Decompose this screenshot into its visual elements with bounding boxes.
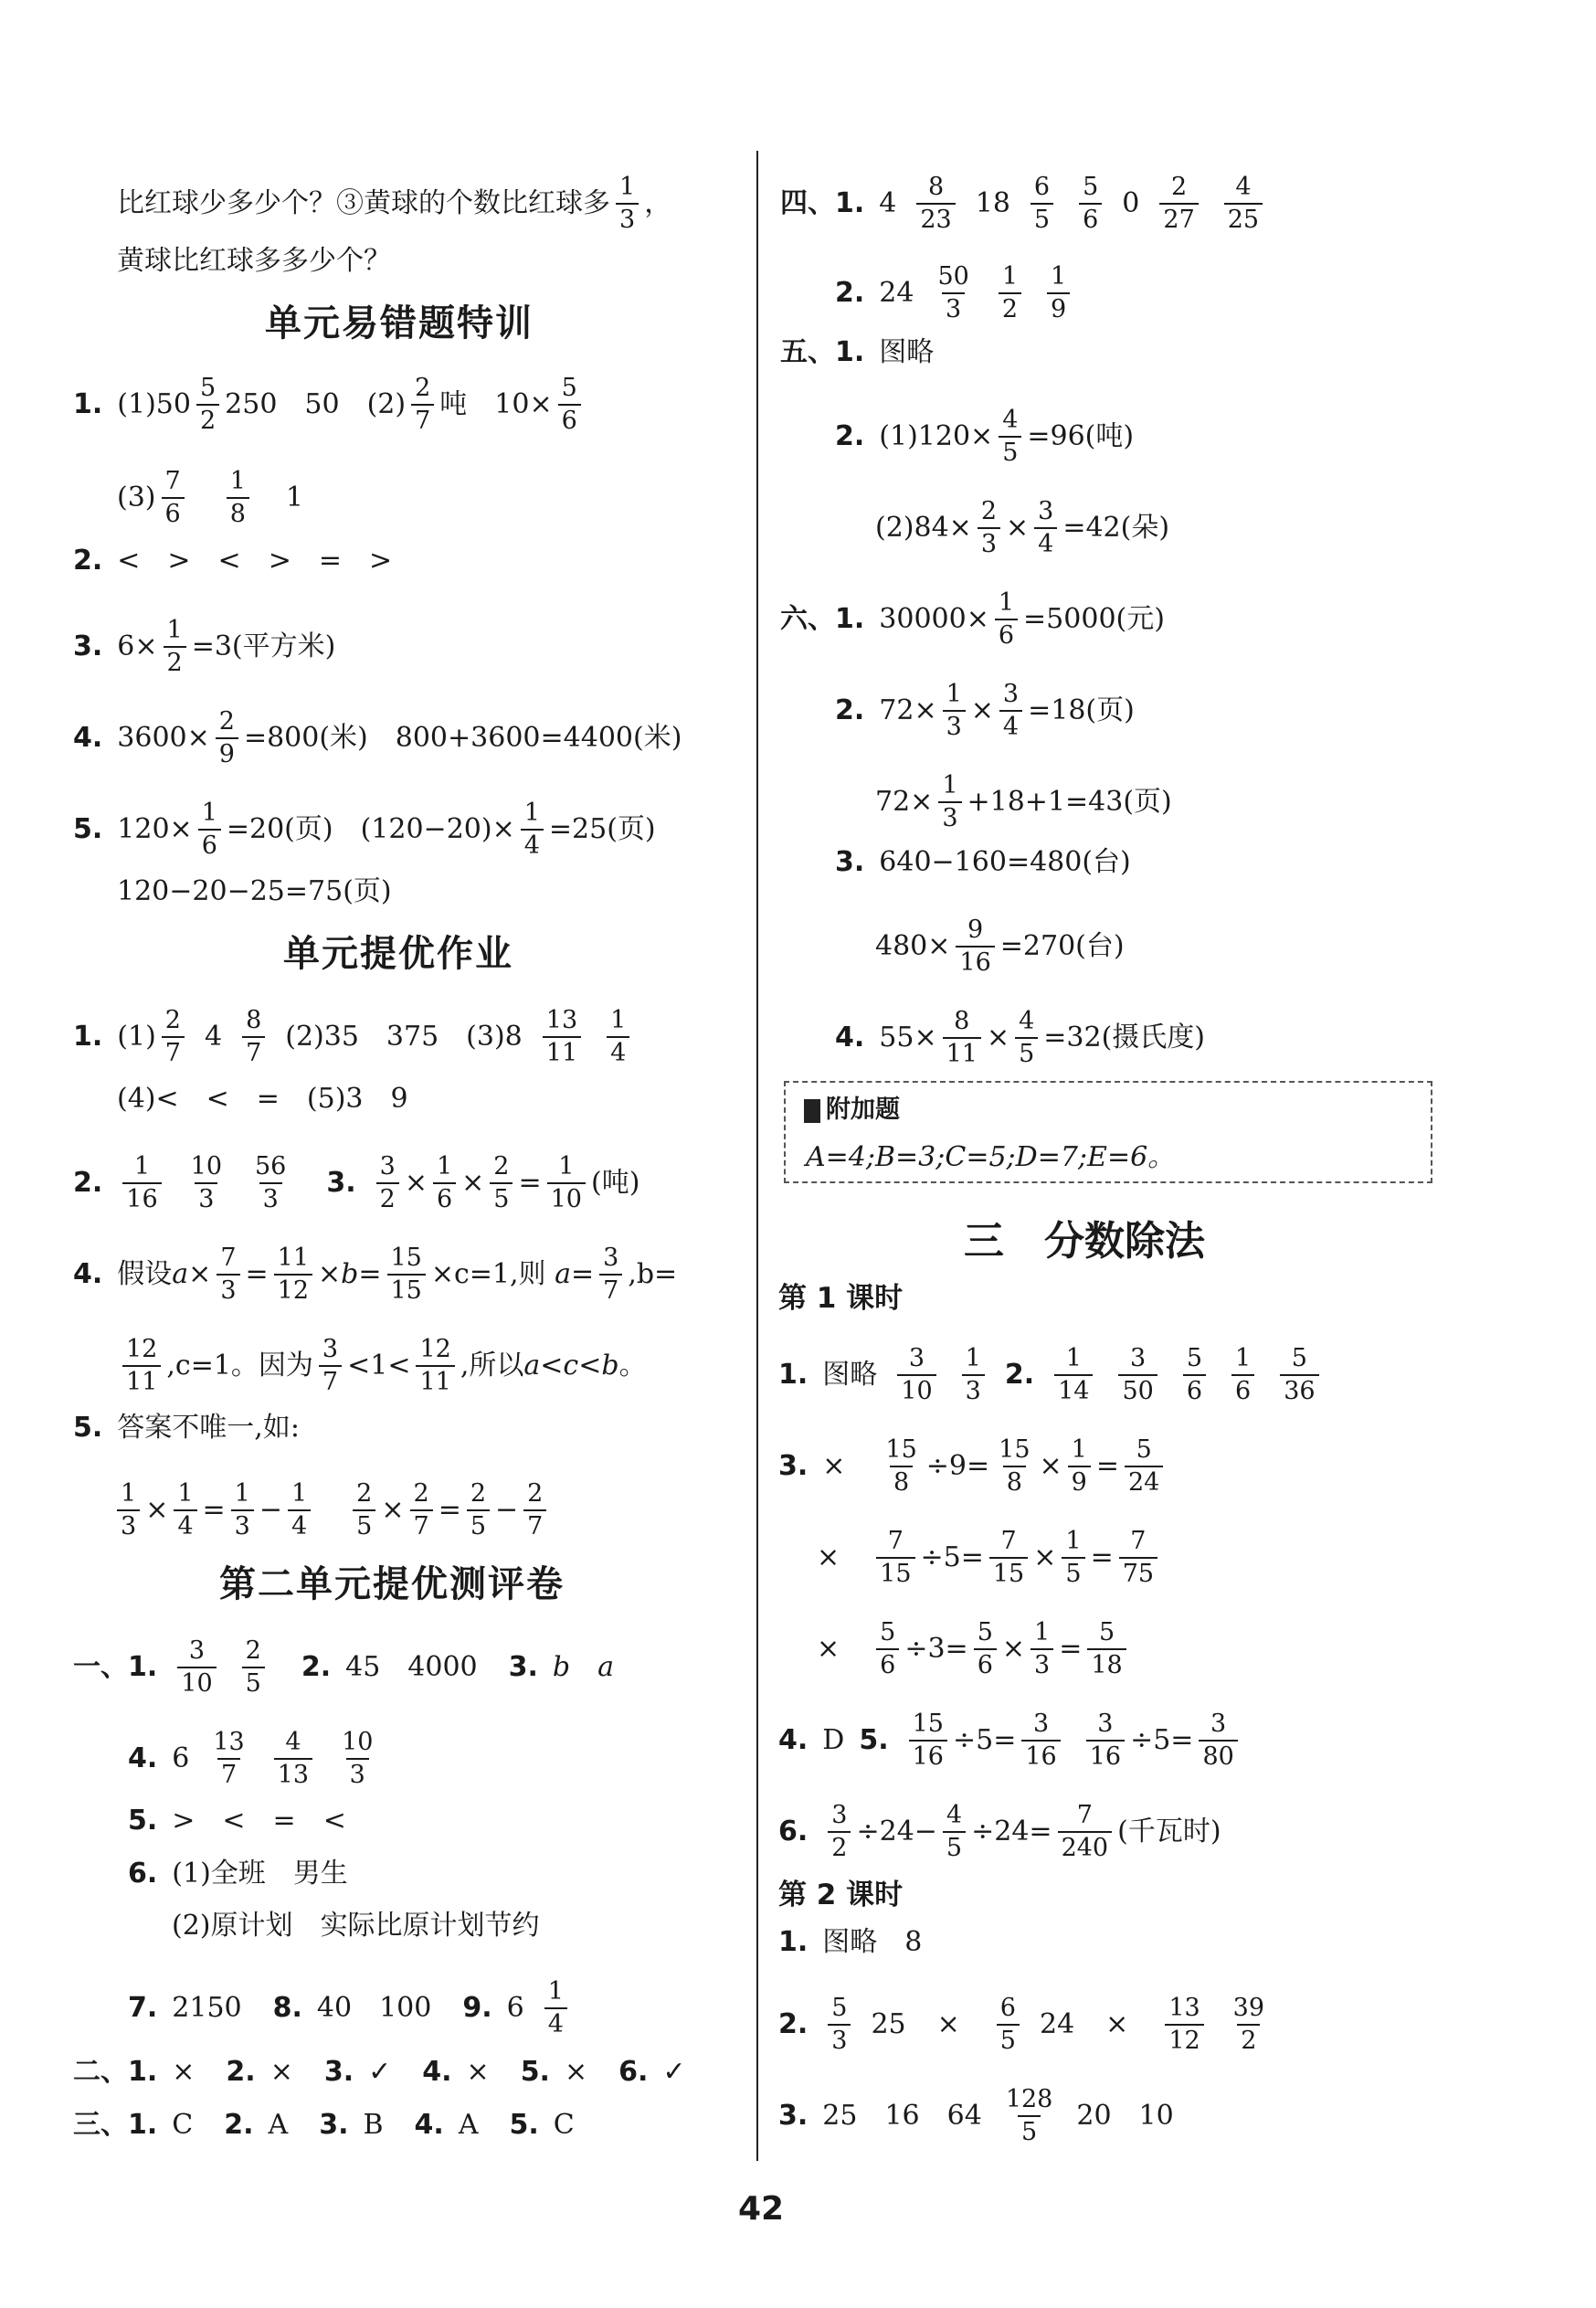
fraction: $\frac{4}{5}$ [943, 1802, 966, 1862]
section-heading-errors: 单元易错题特训 [265, 302, 534, 344]
fraction: $\frac{1}{16}$ [122, 1153, 161, 1213]
fraction: $\frac{1}{6}$ [995, 589, 1018, 650]
fraction: $\frac{1}{6}$ [433, 1153, 456, 1213]
extra-question-title: 附加题 [797, 1089, 900, 1125]
answer-row: 五、1. 图略 [780, 336, 935, 368]
fraction: $\frac{7}{6}$ [162, 468, 185, 528]
answer-row: 1. (1) $\frac{2}{7}$ 4 $\frac{8}{7}$ (2)35 375 (3)8 $\frac{13}{11}$ $\frac{1}{4}$ [73, 1007, 635, 1067]
fraction: $\frac{2}{7}$ [523, 1480, 546, 1540]
fraction: $\frac{3}{7}$ [599, 1244, 622, 1305]
fraction: $\frac{5}{6}$ [1079, 174, 1102, 234]
answer-row: (2)84× $\frac{2}{3}$ × $\frac{3}{4}$ =42(朵) [875, 497, 1170, 558]
answer-row: 4. 3600× $\frac{2}{9}$ =800(米) 800+3600=4400(米) [73, 707, 682, 768]
fraction: $\frac{1}{4}$ [521, 799, 544, 860]
fraction: $\frac{13}{11}$ [543, 1007, 581, 1067]
fraction: $\frac{7}{15}$ [876, 1528, 914, 1588]
fraction: $\frac{5}{6}$ [974, 1619, 997, 1679]
answer-row: 4. 6 $\frac{13}{7}$ $\frac{4}{13}$ $\frac{10}{3}$ [128, 1729, 382, 1789]
fraction: $\frac{5}{6}$ [558, 375, 581, 435]
fraction: $\frac{2}{27}$ [1159, 174, 1198, 234]
answer-row: 7. 2150 8. 40 100 9. 6 $\frac{1}{4}$ [128, 1978, 573, 2038]
fraction: $\frac{50}{3}$ [937, 262, 969, 323]
answer-row: 4. 55× $\frac{8}{11}$ × $\frac{4}{5}$ =32(摄氏度) [835, 1007, 1205, 1068]
fraction: $\frac{10}{3}$ [190, 1152, 222, 1213]
intro-line-1: 比红球少多少个？③黄球的个数比红球多 $\frac{1}{3}$ ， [117, 173, 672, 234]
answer-row: 2. $\frac{5}{3}$ 25 × $\frac{6}{5}$ 24 × $\frac{13}{12}$ $\frac{39}{2}$ [778, 1995, 1274, 2055]
fraction: $\frac{1}{2}$ [164, 617, 186, 677]
fraction: $\frac{15}{8}$ [999, 1435, 1031, 1497]
fraction: $\frac{5}{36}$ [1280, 1345, 1318, 1405]
answer-row: 5. 120× $\frac{1}{6}$ =20(页) (120−20)× $\frac{1}{4}$ =25(页) [73, 799, 656, 860]
answer-row: 3. × $\frac{15}{8}$ ÷9= $\frac{15}{8}$ × $\frac{1}{9}$ = $\frac{5}{24}$ [778, 1436, 1168, 1497]
fraction: $\frac{5}{3}$ [828, 1995, 851, 2055]
fraction: $\frac{3}{10}$ [177, 1637, 216, 1698]
answer-row: 2. $\frac{1}{16}$ $\frac{10}{3}$ $\frac{56}{3}$ 3. $\frac{3}{2}$ × $\frac{1}{6}$ × $\frac{2}{5}$ = $\frac{1}{10}$ (吨) [73, 1152, 640, 1213]
answer-row: 4. D 5. $\frac{15}{16}$ ÷5= $\frac{3}{16}$ $\frac{3}{16}$ ÷5= $\frac{3}{80}$ [778, 1710, 1243, 1771]
fraction: $\frac{3}{50}$ [1118, 1345, 1157, 1405]
fraction: $\frac{1}{2}$ [999, 263, 1021, 323]
fraction: $\frac{1}{3}$ [231, 1480, 254, 1540]
fraction: $\frac{3}{2}$ [376, 1153, 399, 1213]
fraction: $\frac{1}{3}$ [943, 681, 966, 741]
answer-row: 2. (1)120× $\frac{4}{5}$ =96(吨) [835, 406, 1135, 467]
fraction: $\frac{5}{18}$ [1087, 1619, 1126, 1679]
fraction: $\frac{3}{16}$ [1021, 1710, 1060, 1771]
fraction: $\frac{1}{3}$ [616, 174, 639, 234]
answer-row: 6. $\frac{3}{2}$ ÷24− $\frac{4}{5}$ ÷24= $\frac{7}{240}$ (千瓦时) [778, 1801, 1221, 1862]
fraction: $\frac{1}{6}$ [1231, 1345, 1254, 1405]
fraction: $\frac{128}{5}$ [1005, 2085, 1053, 2146]
answer-row: 1. (1)50 $\frac{5}{2}$ 250 50 (2) $\frac{2}{7}$ 吨 10× $\frac{5}{6}$ [73, 375, 587, 435]
fraction: $\frac{2}{3}$ [978, 498, 1000, 558]
flag-icon [797, 1099, 820, 1123]
answer-row: 120−20−25=75(页) [117, 875, 392, 907]
fraction: $\frac{8}{23}$ [916, 174, 955, 234]
section-heading-unit-test: 第二单元提优测评卷 [219, 1563, 565, 1605]
fraction: $\frac{15}{16}$ [909, 1710, 947, 1771]
answer-row: 二、1. × 2. × 3. ✓ 4. × 5. × 6. ✓ [73, 2056, 686, 2088]
fraction: $\frac{3}{7}$ [319, 1336, 342, 1396]
answer-row: 2. 72× $\frac{1}{3}$ × $\frac{3}{4}$ =18(页) [835, 680, 1135, 741]
fraction: $\frac{8}{11}$ [943, 1008, 981, 1068]
fraction: $\frac{2}{5}$ [353, 1480, 375, 1540]
fraction: $\frac{1}{4}$ [174, 1480, 196, 1540]
fraction: $\frac{12}{11}$ [416, 1336, 454, 1396]
fraction: $\frac{1}{3}$ [962, 1345, 985, 1405]
answer-row: 三、1. C 2. A 3. B 4. A 5. C [73, 2109, 575, 2141]
fraction: $\frac{8}{7}$ [242, 1007, 265, 1067]
fraction: $\frac{5}{6}$ [876, 1619, 899, 1679]
fraction: $\frac{6}{5}$ [1031, 174, 1053, 234]
answer-row: 5. 答案不唯一,如: [73, 1412, 300, 1444]
answer-row: 1. 图略 8 [778, 1926, 923, 1958]
unit-title: 三 分数除法 [964, 1218, 1205, 1265]
fraction: $\frac{6}{5}$ [997, 1995, 1020, 2055]
answer-row: 2. < > < > = > [73, 545, 393, 577]
fraction: $\frac{4}{5}$ [1015, 1008, 1038, 1068]
fraction: $\frac{13}{12}$ [1165, 1995, 1203, 2055]
page-number: 42 [738, 2190, 785, 2228]
answer-row: 3. 25 16 64 $\frac{128}{5}$ 20 10 [778, 2085, 1174, 2146]
fraction: $\frac{3}{80}$ [1199, 1710, 1237, 1771]
answer-row: 3. 6× $\frac{1}{2}$ =3(平方米) [73, 616, 336, 677]
fraction: $\frac{4}{5}$ [999, 407, 1021, 467]
fraction: $\frac{56}{3}$ [255, 1152, 287, 1213]
fraction: $\frac{15}{15}$ [387, 1244, 426, 1305]
fraction: $\frac{1}{9}$ [1068, 1436, 1091, 1497]
fraction: $\frac{3}{4}$ [999, 681, 1022, 741]
answer-row: 4. 假设a× $\frac{7}{3}$ = $\frac{11}{12}$ ×b= $\frac{15}{15}$ ×c=1,则 a= $\frac{3}{7}$ ,b= [73, 1244, 678, 1305]
fraction: $\frac{2}{7}$ [411, 375, 434, 435]
fraction: $\frac{1}{6}$ [198, 799, 221, 860]
fraction: $\frac{11}{12}$ [274, 1244, 312, 1305]
answer-row: (3) $\frac{7}{6}$ $\frac{1}{8}$ 1 [117, 467, 303, 528]
fraction: $\frac{39}{2}$ [1232, 1994, 1265, 2055]
fraction: $\frac{1}{4}$ [544, 1978, 567, 2038]
fraction: $\frac{2}{7}$ [410, 1480, 433, 1540]
answer-row: (2)原计划 实际比原计划节约 [172, 1910, 540, 1942]
fraction: $\frac{3}{16}$ [1086, 1710, 1125, 1771]
answer-row: 6. (1)全班 男生 [128, 1858, 348, 1890]
lesson-2-title: 第 2 课时 [778, 1879, 904, 1911]
column-divider [756, 151, 758, 2161]
fraction: $\frac{1}{14}$ [1054, 1345, 1093, 1405]
fraction: $\frac{5}{2}$ [196, 375, 219, 435]
fraction: $\frac{5}{24}$ [1125, 1436, 1163, 1497]
answer-row: 四、1. 4 $\frac{8}{23}$ 18 $\frac{6}{5}$ $\frac{5}{6}$ 0 $\frac{2}{27}$ $\frac{4}{25}$ [780, 174, 1268, 234]
answer-row: 1. 图略 $\frac{3}{10}$ $\frac{1}{3}$ 2. $\frac{1}{14}$ $\frac{3}{50}$ $\frac{5}{6}$ $\frac{1}{6}$ $\frac{5}{36}$ [778, 1345, 1325, 1405]
answer-row: (4)< < = (5)3 9 [117, 1083, 408, 1115]
answer-row: 2. 24 $\frac{50}{3}$ $\frac{1}{2}$ $\frac{1}{9}$ [835, 263, 1075, 323]
fraction: $\frac{2}{5}$ [490, 1153, 513, 1213]
fraction: $\frac{12}{11}$ [122, 1336, 161, 1396]
fraction: $\frac{7}{240}$ [1058, 1802, 1113, 1862]
fraction: $\frac{2}{7}$ [162, 1007, 185, 1067]
section-heading-homework: 单元提优作业 [283, 933, 513, 975]
fraction: $\frac{3}{4}$ [1034, 498, 1057, 558]
answer-row: × $\frac{5}{6}$ ÷3= $\frac{5}{6}$ × $\frac{1}{3}$ = $\frac{5}{18}$ [817, 1619, 1132, 1679]
fraction: $\frac{7}{75}$ [1119, 1528, 1157, 1588]
fraction: $\frac{1}{5}$ [1062, 1528, 1084, 1588]
lesson-1-title: 第 1 课时 [778, 1282, 904, 1315]
fraction: $\frac{3}{10}$ [897, 1345, 935, 1405]
fraction: $\frac{2}{5}$ [467, 1480, 490, 1540]
intro-line-2: 黄球比红球多多少个？ [117, 245, 391, 277]
fraction: $\frac{9}{16}$ [956, 916, 994, 977]
fraction: $\frac{15}{8}$ [885, 1435, 917, 1497]
fraction: $\frac{13}{7}$ [213, 1728, 245, 1789]
fraction: $\frac{4}{25}$ [1224, 174, 1263, 234]
fraction: $\frac{1}{4}$ [288, 1480, 311, 1540]
answer-row: $\frac{12}{11}$ ,c=1。因为 $\frac{3}{7}$ <1< $\frac{12}{11}$ ,所以a<c<b。 [117, 1336, 647, 1396]
fraction: $\frac{1}{4}$ [607, 1007, 629, 1067]
answer-row: 一、1. $\frac{3}{10}$ $\frac{2}{5}$ 2. 45 4000 3. b a [73, 1636, 615, 1698]
fraction: $\frac{3}{2}$ [828, 1802, 851, 1862]
answer-row: 3. 640−160=480(台) [835, 846, 1131, 878]
fraction: $\frac{1}{10}$ [547, 1153, 586, 1213]
fraction: $\frac{7}{3}$ [217, 1244, 239, 1305]
fraction: $\frac{1}{3}$ [938, 772, 961, 832]
answer-row: 480× $\frac{9}{16}$ =270(台) [875, 916, 1125, 977]
fraction: $\frac{1}{3}$ [117, 1480, 140, 1540]
fraction: $\frac{7}{15}$ [989, 1528, 1028, 1588]
fraction: $\frac{4}{13}$ [274, 1729, 312, 1789]
fraction: $\frac{1}{9}$ [1047, 263, 1070, 323]
fraction: $\frac{5}{6}$ [1183, 1345, 1206, 1405]
fraction: $\frac{10}{3}$ [342, 1728, 374, 1789]
fraction: $\frac{1}{3}$ [1031, 1619, 1053, 1679]
extra-question-answer: A=4;B=3;C=5;D=7;E=6。 [806, 1141, 1176, 1173]
answer-row: 72× $\frac{1}{3}$ +18+1=43(页) [875, 771, 1172, 832]
answer-row: 5. > < = < [128, 1805, 346, 1837]
answer-row: × $\frac{7}{15}$ ÷5= $\frac{7}{15}$ × $\frac{1}{5}$ = $\frac{7}{75}$ [817, 1528, 1163, 1588]
answer-row: $\frac{1}{3}$ × $\frac{1}{4}$ = $\frac{1}{3}$ − $\frac{1}{4}$ $\frac{2}{5}$ × $\frac{2}{7}$ = $\frac{2}{5}$ − $\frac{2}{7}$ [111, 1480, 552, 1540]
fraction: $\frac{1}{8}$ [227, 468, 249, 528]
fraction: $\frac{2}{9}$ [216, 708, 238, 768]
fraction: $\frac{2}{5}$ [242, 1637, 265, 1698]
answer-row: 六、1. 30000× $\frac{1}{6}$ =5000(元) [780, 588, 1165, 650]
